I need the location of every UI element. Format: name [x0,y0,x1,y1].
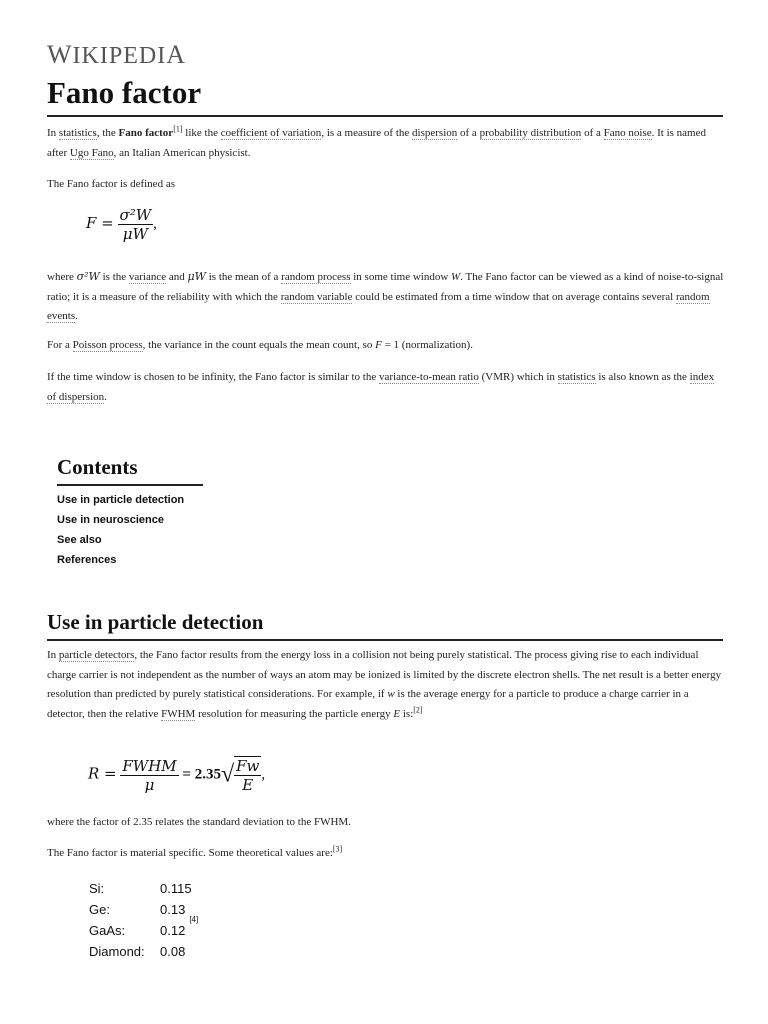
text: is the mean of a [206,271,282,283]
text: , the Fano factor results from the energy loss in a collision not being purely statistical. The process giving rise to each individual charge carrier is not independent as the number of ways an atom may be ionized is limited by the discrete electron shells. The net result is a better energy resolution than predicted by purely statistical considerations. For example, if [47,649,722,700]
value-number: 0.12 [160,923,186,938]
formula2-root-fraction [234,756,261,794]
link-coefficient-of-variation[interactable]: coefficient of variation [220,127,322,139]
text: of a [457,127,480,139]
text: In [47,127,59,139]
ref-1[interactable]: [1] [173,124,183,134]
link-poisson-process[interactable]: Poisson process [72,339,143,351]
text: in some time window [350,271,452,283]
text: = 1 (normalization). [381,339,473,351]
symbol-sigma: σ²W [76,270,100,283]
section-heading-particle-detection: Use in particle detection [47,610,723,641]
text: of a [581,127,604,139]
infinity-paragraph [47,368,725,407]
formula2-numerator: FWHM [122,756,177,775]
list-item [89,878,198,899]
table-of-contents [57,455,203,566]
ref-4[interactable]: [4] [189,915,199,924]
value-label: Si: [89,881,105,896]
link-index-of-dispersion[interactable]: index of dispersion [47,371,715,403]
toc-item-references[interactable]: References [57,554,117,566]
link-variance-to-mean-ratio[interactable]: variance-to-mean ratio [378,371,479,383]
fano-formula [86,206,157,243]
logo-letter: W [47,40,73,69]
wikipedia-logo[interactable] [47,40,186,70]
contents-title: Contents [57,455,203,486]
list-item [89,899,198,920]
link-fano-noise[interactable]: Fano noise [603,127,652,139]
link-statistics[interactable]: statistics [58,127,97,139]
page-title: Fano factor [47,75,723,117]
link-random-variable[interactable]: random variable [280,290,353,303]
resolution-formula [88,756,265,794]
formula2-lhs: R = [88,764,117,783]
term-fano-factor: Fano factor [118,127,174,139]
link-ugo-fano[interactable]: Ugo Fano [69,146,114,159]
value-label: Diamond: [89,944,145,959]
defined-paragraph: The Fano factor is defined as [47,178,175,190]
text: , the variance in the count equals the mean count, so [142,339,376,351]
text: . [75,310,78,322]
formula-comma: , [153,215,157,232]
text: , is a measure of the [321,127,413,139]
poisson-paragraph [47,336,725,356]
text: is the average energy for a particle to produce a charge carrier in a detector, then the relative [47,688,689,720]
link-statistics-2[interactable]: statistics [557,371,596,383]
toc-item-neuroscience[interactable]: Use in neuroscience [57,514,164,526]
logo-letter-end: A [166,40,186,69]
value-number: 0.13 [160,902,186,917]
value-number: 0.08 [160,944,186,959]
link-fwhm[interactable]: FWHM [161,707,196,720]
toc-item-particle-detection[interactable]: Use in particle detection [57,494,185,506]
link-random-process[interactable]: random process [281,271,351,283]
toc-item-see-also[interactable]: See also [57,534,102,546]
formula-fraction [118,206,154,243]
text: , the [96,127,119,139]
link-variance[interactable]: variance [128,271,167,283]
link-random-events[interactable]: random events [47,290,710,322]
text: and [166,271,188,283]
text: like the [182,127,221,139]
list-item [89,915,199,941]
sqrt-sign: √ [220,761,235,788]
formula2-coefficient: = 2.35 [182,766,221,783]
symbol-w-small: w [387,688,395,700]
text: resolution for measuring the particle energy [195,707,394,720]
logo-letters: IKIPEDI [72,43,167,69]
text: is also known as the [595,371,690,383]
text: For a [47,339,73,351]
symbol-w: W [451,271,461,283]
value-label: Ge: [89,902,110,917]
symbol-e: E [393,707,401,720]
text: could be estimated from a time window that on average contains several [352,290,676,303]
where-paragraph [47,267,725,327]
ref-3[interactable]: [3] [332,844,343,854]
ref-2[interactable]: [2] [413,704,423,714]
formula-lhs: F = [86,213,114,232]
symbol-mu: μW [187,270,206,283]
formula-numerator: σ²W [119,206,152,224]
text: The Fano factor is material specific. Some theoretical values are: [47,847,333,859]
formula-denominator: μW [122,225,148,243]
link-particle-detectors[interactable]: particle detectors [58,649,135,661]
formula2-comma: , [261,766,266,783]
formula2-fraction [120,757,178,794]
formula2-root-denominator: E [242,776,254,794]
text: is the [99,271,129,283]
text: If the time window is chosen to be infinity, the Fano factor is similar to the [47,371,379,383]
text: . [104,390,107,403]
value-number: 0.115 [160,881,192,896]
text: . It is named after [47,127,706,159]
text: In [47,649,59,661]
list-item [89,941,198,962]
text: . The Fano factor can be viewed as a kind of noise-to-signal ratio; it is a measure of the reliability with which the [47,271,724,303]
fano-values-list [89,878,198,962]
text: (VMR) which in [478,371,558,383]
intro-paragraph [47,124,725,163]
after-formula-paragraph: where the factor of 2.35 relates the standard deviation to the FWHM. [47,816,351,828]
value-label: GaAs: [89,923,126,938]
material-paragraph [47,844,725,864]
particle-detection-paragraph [47,646,725,724]
text: where [47,271,77,283]
formula2-denominator: μ [144,775,155,794]
text: , an Italian American physicist. [113,146,251,159]
formula2-root-numerator: Fw [236,757,260,775]
symbol-f: F [375,339,382,351]
link-dispersion[interactable]: dispersion [412,127,458,139]
link-probability-distribution[interactable]: probability distribution [479,127,582,139]
text: is: [400,707,414,720]
